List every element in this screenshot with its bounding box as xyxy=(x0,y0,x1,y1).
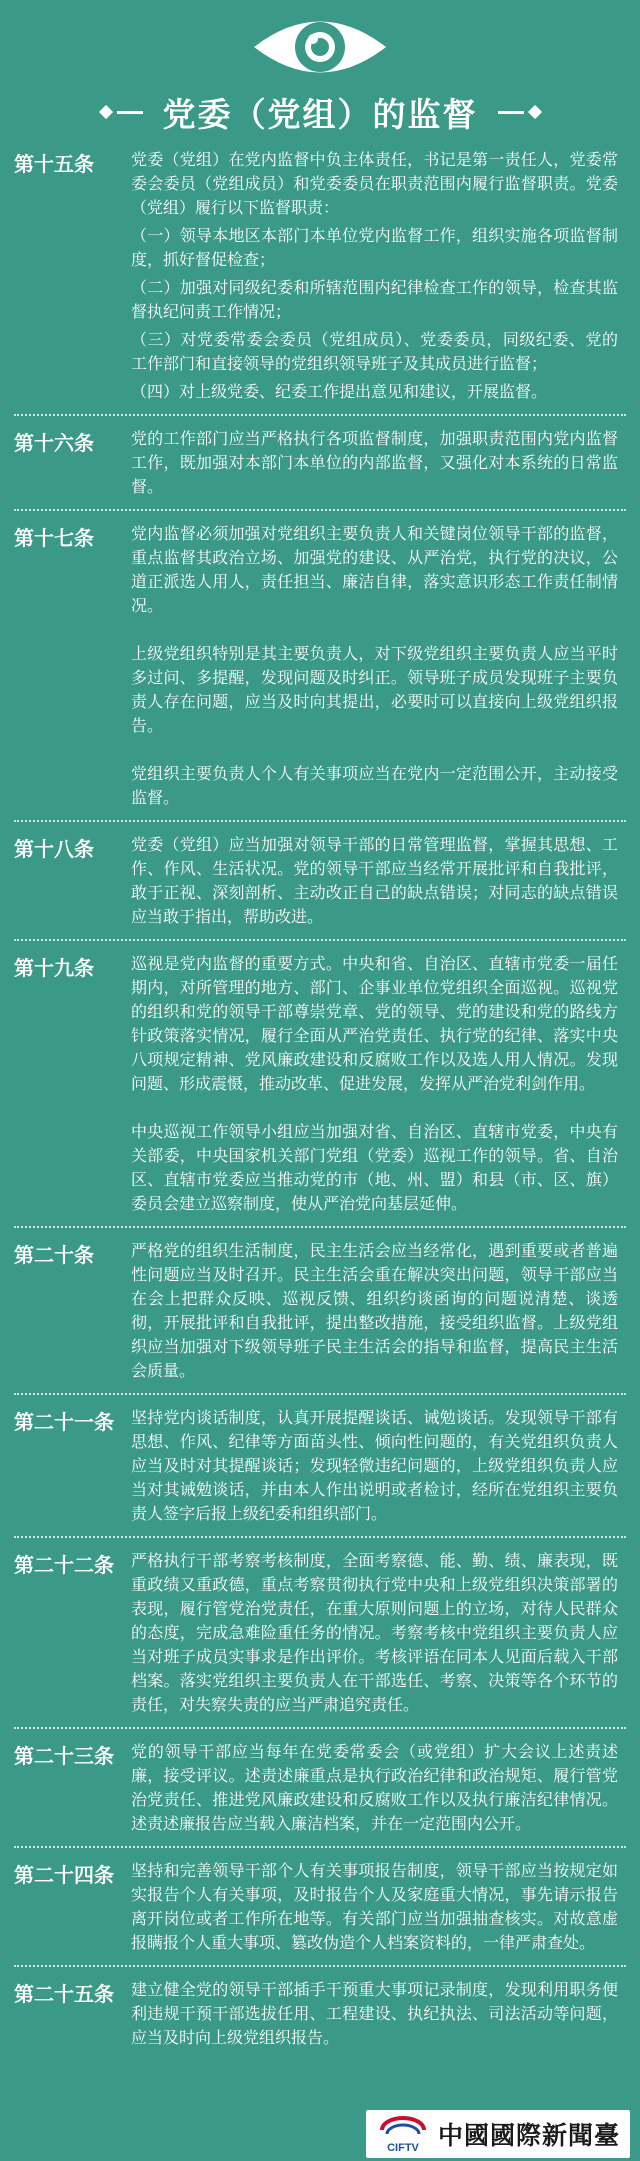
article-separator xyxy=(14,939,626,942)
diamond-icon xyxy=(527,105,541,119)
logo-abbr: CIFTV xyxy=(387,2142,419,2154)
article xyxy=(0,1978,640,2050)
article-paragraph: （三）对党委常委会委员（党组成员）、党委委员，同级纪委、党的工作部门和直接领导的党组织领导班子及其成员进行监督； xyxy=(131,330,618,373)
deco-line xyxy=(498,111,524,114)
article-paragraph: 党的领导干部应当每年在党委常委会（或党组）扩大会议上述责述廉，接受评议。述责述廉重点是执行政治纪律和政治规矩、履行管党治党责任、推进党风廉政建设和反腐败工作以及执行廉洁纪律情况。述责述廉报告应当载入廉洁档案，并在一定范围内公开。 xyxy=(131,1742,618,1833)
article-number: 第二十三条 xyxy=(14,1744,114,1768)
article-paragraph: 上级党组织特别是其主要负责人，对下级党组织主要负责人应当平时多过问、多提醒，发现问题及时纠正。领导班子成员发现班子主要负责人存在问题，应当及时向其提出，必要时可以直接向上级党组织报告。 xyxy=(131,644,618,735)
article-body xyxy=(131,1859,618,1955)
logo-text: 中國國際新聞臺 xyxy=(437,2121,620,2150)
article-separator xyxy=(14,1846,626,1849)
article-number: 第二十一条 xyxy=(14,1410,114,1434)
article-separator xyxy=(14,1727,626,1730)
ciftv-logo-icon xyxy=(374,2114,432,2154)
article-separator xyxy=(14,414,626,417)
article-separator xyxy=(14,1226,626,1229)
article-paragraph: 党内监督必须加强对党组织主要负责人和关键岗位领导干部的监督，重点监督其政治立场、加强党的建设、从严治党，执行党的决议，公道正派选人用人，责任担当、廉洁自律，落实意识形态工作责任制情况。 xyxy=(131,524,618,615)
eye-icon xyxy=(250,12,390,82)
article-body xyxy=(131,1978,618,2050)
article-number: 第十五条 xyxy=(14,152,94,176)
article-paragraph: 党委（党组）应当加强对领导干部的日常管理监督，掌握其思想、工作、作风、生活状况。党的领导干部应当经常开展批评和自我批评，敢于正视、深刻剖析、主动改正自己的缺点错误；对同志的缺点错误应当敢于指出，帮助改进。 xyxy=(131,835,618,926)
deco-line xyxy=(117,111,143,114)
article-paragraph: 党委（党组）在党内监督中负主体责任，书记是第一责任人，党委常委会委员（党组成员）和党委委员在职责范围内履行监督职责。党委（党组）履行以下监督职责： xyxy=(131,150,618,217)
article-body xyxy=(131,427,618,499)
broadcaster-logo xyxy=(366,2110,630,2158)
article-number: 第二十五条 xyxy=(14,1982,114,2006)
article-number: 第十九条 xyxy=(14,956,94,980)
article-paragraph: （四）对上级党委、纪委工作提出意见和建议，开展监督。 xyxy=(131,382,548,401)
header xyxy=(0,0,640,148)
article-body xyxy=(131,1740,618,1836)
article-body xyxy=(131,1549,618,1717)
article-separator xyxy=(14,1393,626,1396)
title-row xyxy=(0,86,640,138)
article-paragraph: （二）加强对同级纪委和所辖范围内纪律检查工作的领导，检查其监督执纪问责工作情况； xyxy=(131,278,618,321)
article xyxy=(0,1549,640,1717)
article xyxy=(0,1740,640,1836)
article-paragraph: 党的工作部门应当严格执行各项监督制度，加强职责范围内党内监督工作，既加强对本部门本单位的内部监督，又强化对本系统的日常监督。 xyxy=(131,429,618,496)
article-separator xyxy=(14,820,626,823)
article-paragraph: 严格党的组织生活制度，民主生活会应当经常化，遇到重要或者普遍性问题应当及时召开。民主生活会重在解决突出问题，领导干部应当在会上把群众反映、巡视反馈、组织约谈函询的问题说清楚、谈透彻，开展批评和自我批评，提出整改措施，接受组织监督。上级党组织应当加强对下级领导班子民主生活会的指导和监督，提高民主生活会质量。 xyxy=(131,1241,618,1380)
article-separator xyxy=(14,509,626,512)
article-number: 第十八条 xyxy=(14,837,94,861)
article xyxy=(0,427,640,499)
article xyxy=(0,833,640,929)
article-body xyxy=(131,522,618,810)
article xyxy=(0,1859,640,1955)
article-number: 第十七条 xyxy=(14,526,94,550)
article-number: 第二十二条 xyxy=(14,1553,114,1577)
footer xyxy=(0,2106,640,2161)
article xyxy=(0,1406,640,1526)
article xyxy=(0,148,640,404)
article xyxy=(0,522,640,810)
article-paragraph: 巡视是党内监督的重要方式。中央和省、自治区、直辖市党委一届任期内，对所管理的地方、部门、企事业单位党组织全面巡视。巡视党的组织和党的领导干部尊崇党章、党的领导、党的建设和党的路线方针政策落实情况，履行全面从严治党责任、执行党的纪律、落实中央八项规定精神、党风廉政建设和反腐败工作以及选人用人情况。发现问题、形成震慑，推动改革、促进发展，发挥从严治党利剑作用。 xyxy=(131,954,618,1093)
article-paragraph: （一）领导本地区本部门本单位党内监督工作，组织实施各项监督制度，抓好督促检查； xyxy=(131,226,618,269)
article-body xyxy=(131,148,618,404)
article-paragraph: 坚持和完善领导干部个人有关事项报告制度，领导干部应当按规定如实报告个人有关事项，及时报告个人及家庭重大情况，事先请示报告离开岗位或者工作所在地等。有关部门应当加强抽查核实。对故意虚报瞒报个人重大事项、篡改伪造个人档案资料的，一律严肃查处。 xyxy=(131,1861,618,1952)
article-separator xyxy=(14,1965,626,1968)
diamond-icon xyxy=(98,105,112,119)
article-body xyxy=(131,833,618,929)
article-paragraph: 坚持党内谈话制度，认真开展提醒谈话、诫勉谈话。发现领导干部有思想、作风、纪律等方面苗头性、倾向性问题的，有关党组织负责人应当及时对其提醒谈话；发现轻微违纪问题的，上级党组织负责人应当对其诫勉谈话，并由本人作出说明或者检讨，经所在党组织主要负责人签字后报上级纪委和组织部门。 xyxy=(131,1408,618,1523)
article-paragraph: 严格执行干部考察考核制度，全面考察德、能、勤、绩、廉表现，既重政绩又重政德，重点考察贯彻执行党中央和上级党组织决策部署的表现，履行管党治党责任，在重大原则问题上的立场，对待人民群众的态度，完成急难险重任务的情况。考察考核中党组织主要负责人应当对班子成员实事求是作出评价。考核评语在同本人见面后载入干部档案。落实党组织主要负责人在干部选任、考察、决策等各个环节的责任，对失察失责的应当严肃追究责任。 xyxy=(131,1551,618,1714)
article-body xyxy=(131,1239,618,1383)
article-paragraph: 党组织主要负责人个人有关事项应当在党内一定范围公开，主动接受监督。 xyxy=(131,764,618,807)
article-separator xyxy=(14,1536,626,1539)
article-paragraph: 中央巡视工作领导小组应当加强对省、自治区、直辖市党委，中央有关部委，中央国家机关部门党组（党委）巡视工作的领导。省、自治区、直辖市党委应当推动党的市（地、州、盟）和县（市、区、旗）委员会建立巡察制度，使从严治党向基层延伸。 xyxy=(131,1122,618,1213)
article-body xyxy=(131,952,618,1216)
article-number: 第二十四条 xyxy=(14,1863,114,1887)
article-paragraph: 建立健全党的领导干部插手干预重大事项记录制度，发现利用职务便利违规干预干部选拔任用、工程建设、执纪执法、司法活动等问题，应当及时向上级党组织报告。 xyxy=(131,1980,618,2047)
article-number: 第十六条 xyxy=(14,431,94,455)
article-body xyxy=(131,1406,618,1526)
article xyxy=(0,1239,640,1383)
article-number: 第二十条 xyxy=(14,1243,94,1267)
page-title: 党委（党组）的监督 xyxy=(162,94,478,134)
title-decoration-right xyxy=(498,107,546,117)
article xyxy=(0,952,640,1216)
title-decoration-left xyxy=(95,107,143,117)
article-list xyxy=(0,148,640,2050)
